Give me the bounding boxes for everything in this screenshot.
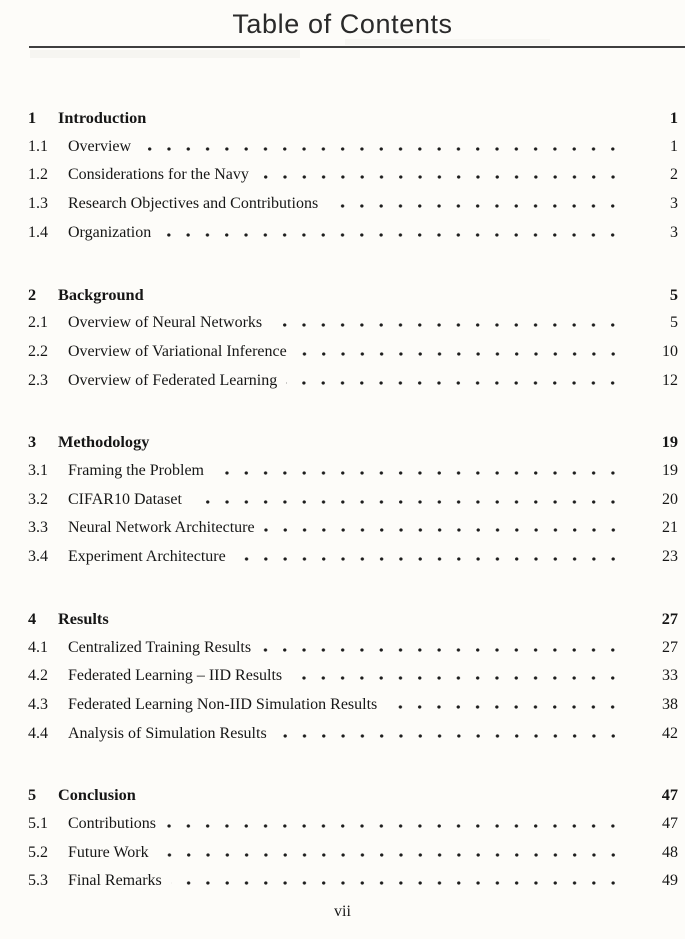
entry-page-number: 23 (662, 548, 678, 566)
entry-title: Experiment Architecture (68, 548, 226, 566)
entry-title: Overview of Variational Inference (68, 342, 287, 360)
dot-leader (258, 175, 630, 179)
dot-leader (296, 352, 630, 356)
toc-section-heading (28, 781, 678, 810)
entry-number: 1.4 (28, 223, 48, 241)
entry-title: Organization (68, 223, 152, 241)
entry-title: Analysis of Simulation Results (68, 724, 267, 742)
entry-page-number: 47 (662, 815, 678, 833)
section-title: Methodology (58, 432, 150, 452)
toc-section-heading (28, 605, 678, 634)
page-footer (0, 901, 685, 923)
section-number: 3 (28, 432, 37, 452)
toc-entry (28, 486, 678, 515)
entry-number: 1.2 (28, 166, 48, 184)
entry-page-number: 38 (662, 695, 678, 713)
section-page-number: 27 (661, 608, 678, 628)
section-title: Background (58, 284, 144, 304)
page-title: Table of Contents (232, 9, 453, 39)
toc-entry (28, 634, 678, 663)
section-number: 1 (28, 108, 37, 127)
toc-entry (28, 133, 678, 162)
toc-section (28, 781, 678, 896)
section-title: Conclusion (58, 785, 136, 805)
entry-page-number: 3 (670, 195, 678, 213)
dot-leader (276, 734, 630, 738)
section-title: Results (58, 608, 109, 628)
section-number: 2 (28, 284, 37, 304)
toc-entry (28, 309, 678, 338)
entry-number: 3.3 (28, 519, 48, 537)
entry-number: 4.3 (28, 695, 48, 713)
section-title: Introduction (58, 108, 147, 127)
entry-number: 4.4 (28, 724, 48, 742)
entry-page-number: 21 (662, 519, 678, 537)
dot-leader (260, 648, 630, 652)
entry-page-number: 48 (662, 843, 678, 861)
toc-entry (28, 514, 678, 543)
toc-section-heading (28, 104, 678, 133)
dot-leader (191, 500, 630, 504)
section-page-number: 47 (661, 785, 678, 805)
dot-leader (327, 204, 630, 208)
title-rule (29, 46, 685, 48)
toc-section (28, 605, 678, 749)
dot-leader (171, 881, 630, 885)
toc-entry (28, 720, 678, 749)
entry-number: 2.1 (28, 314, 48, 332)
toc-entry (28, 161, 678, 190)
section-page-number: 1 (669, 108, 678, 127)
entry-number: 3.4 (28, 548, 48, 566)
dot-leader (140, 147, 630, 151)
dot-leader (286, 381, 630, 385)
toc-entry (28, 662, 678, 691)
section-page-number: 19 (661, 432, 678, 452)
entry-title: Overview of Federated Learning (68, 371, 278, 389)
entry-number: 5.1 (28, 815, 48, 833)
entry-title: Final Remarks (68, 872, 162, 890)
entry-page-number: 42 (662, 724, 678, 742)
entry-title: Contributions (68, 815, 157, 833)
entry-number: 5.3 (28, 872, 48, 890)
dot-leader (160, 233, 630, 237)
entry-title: Federated Learning – IID Results (68, 667, 283, 685)
entry-title: Framing the Problem (68, 462, 204, 480)
entry-title: Future Work (68, 843, 149, 861)
entry-page-number: 10 (662, 342, 678, 360)
entry-page-number: 5 (670, 314, 678, 332)
entry-page-number: 33 (662, 667, 678, 685)
entry-page-number: 3 (670, 223, 678, 241)
toc-entry (28, 839, 678, 868)
toc-entry (28, 367, 678, 396)
entry-title: Research Objectives and Contributions (68, 195, 319, 213)
entry-page-number: 12 (662, 371, 678, 389)
entry-page-number: 27 (662, 638, 678, 656)
entry-title: Considerations for the Navy (68, 166, 249, 184)
toc-section (28, 281, 678, 396)
entry-page-number: 2 (670, 166, 678, 184)
entry-page-number: 20 (662, 490, 678, 508)
entry-number: 2.3 (28, 371, 48, 389)
entry-title: Neural Network Architecture (68, 519, 255, 537)
toc-section-heading (28, 428, 678, 457)
toc-entry (28, 691, 678, 720)
toc-section-heading (28, 281, 678, 310)
entry-page-number: 1 (670, 137, 678, 155)
dot-leader (271, 323, 630, 327)
dot-leader (165, 824, 630, 828)
dot-leader (291, 676, 630, 680)
dot-leader (264, 528, 630, 532)
entry-number: 4.1 (28, 638, 48, 656)
scan-artifact (30, 50, 300, 58)
entry-page-number: 19 (662, 462, 678, 480)
entry-number: 5.2 (28, 843, 48, 861)
dot-leader (386, 705, 630, 709)
toc-entry (28, 457, 678, 486)
toc-entry (28, 867, 678, 896)
toc-entry (28, 543, 678, 572)
entry-title: CIFAR10 Dataset (68, 490, 182, 508)
entry-number: 4.2 (28, 667, 48, 685)
entry-number: 1.1 (28, 137, 48, 155)
section-number: 4 (28, 608, 37, 628)
toc-entry (28, 190, 678, 219)
toc-section (28, 428, 678, 572)
toc-entry (28, 338, 678, 367)
scan-artifact (345, 39, 550, 45)
section-number: 5 (28, 785, 37, 805)
entry-number: 1.3 (28, 195, 48, 213)
entry-title: Federated Learning Non-IID Simulation Results (68, 695, 378, 713)
entry-title: Overview (68, 137, 132, 155)
entry-number: 3.2 (28, 490, 48, 508)
entry-number: 3.1 (28, 462, 48, 480)
entry-title: Centralized Training Results (68, 638, 252, 656)
entry-title: Overview of Neural Networks (68, 314, 263, 332)
entry-page-number: 49 (662, 872, 678, 890)
toc-entry (28, 219, 678, 248)
toc-section (28, 104, 678, 248)
toc-entry (28, 810, 678, 839)
dot-leader (235, 557, 630, 561)
dot-leader (213, 471, 630, 475)
toc-list (28, 104, 678, 896)
footer-page-number: vii (334, 903, 351, 921)
section-page-number: 5 (669, 284, 678, 304)
entry-number: 2.2 (28, 342, 48, 360)
dot-leader (158, 853, 630, 857)
page-header (0, 0, 685, 48)
